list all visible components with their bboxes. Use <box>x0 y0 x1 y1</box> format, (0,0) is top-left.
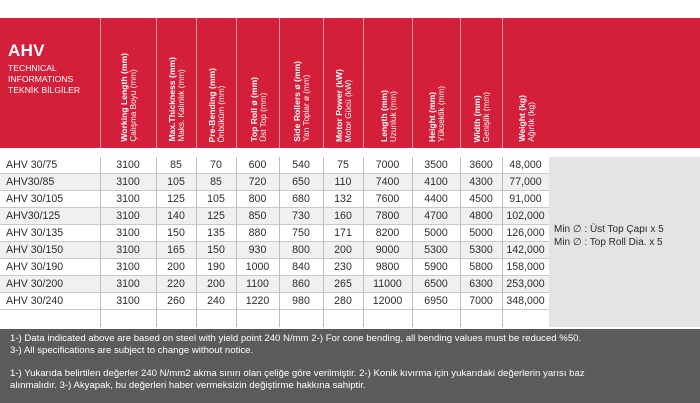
cell-length: 8200 <box>375 227 400 239</box>
footer-notes <box>0 329 700 403</box>
column-header-max-thickness: Max.Thickness (mm) Maks. Kalınlık (mm) <box>156 18 197 148</box>
cell-pre-bending: 85 <box>210 176 222 188</box>
cell-max-thickness: 140 <box>167 210 185 222</box>
cell-side-rollers: 650 <box>292 176 310 188</box>
cell-pre-bending: 125 <box>207 210 225 222</box>
brand-line-2: INFORMATIONS <box>8 74 74 84</box>
cell-side-rollers: 730 <box>292 210 310 222</box>
cell-length: 11000 <box>373 278 402 290</box>
cell-top-roll: 1220 <box>245 295 270 307</box>
cell-width: 4300 <box>469 176 493 188</box>
cell-max-thickness: 220 <box>167 278 185 290</box>
cell-pre-bending: 105 <box>207 193 225 205</box>
cell-weight: 77,000 <box>509 176 542 188</box>
cell-width: 3600 <box>469 159 493 171</box>
cell-top-roll: 850 <box>248 210 267 222</box>
cell-top-roll: 800 <box>248 193 267 205</box>
spec-table-body <box>0 157 549 310</box>
cell-working-length: 3100 <box>116 295 140 307</box>
column-header-motor-power: Motor Power (kW) Motor Gücü (kW) <box>323 18 364 148</box>
cell-pre-bending: 135 <box>207 227 225 239</box>
cell-max-thickness: 125 <box>167 193 185 205</box>
cell-side-rollers: 540 <box>292 159 310 171</box>
cell-motor-power: 230 <box>334 261 352 273</box>
cell-top-roll: 880 <box>248 227 267 239</box>
cell-max-thickness: 165 <box>167 244 185 256</box>
table-row <box>0 157 549 174</box>
column-header-pre-bending: Pre-Bending (mm) Önbüküm (mm) <box>196 18 237 148</box>
cell-width: 6300 <box>469 278 493 290</box>
footer-note-tr-2: alınmalıdır. 3-) Akyapak, bu değerleri haber vermeksizin değiştirme hakkına sahiptir. <box>10 380 366 391</box>
cell-length: 7800 <box>375 210 400 222</box>
table-row <box>0 259 549 276</box>
model-title: AHV <box>8 41 45 60</box>
cell-top-roll: 1000 <box>245 261 270 273</box>
cell-model: AHV30/85 <box>6 176 55 188</box>
cell-motor-power: 171 <box>334 227 352 239</box>
table-row <box>0 293 549 310</box>
brand-block <box>8 42 100 96</box>
cell-max-thickness: 85 <box>170 159 182 171</box>
cell-side-rollers: 840 <box>292 261 310 273</box>
cell-top-roll: 720 <box>248 176 267 188</box>
cell-model: AHV 30/200 <box>6 278 64 290</box>
cell-height: 6500 <box>424 278 448 290</box>
min-diameter-note <box>549 157 700 327</box>
column-header-top-roll: Top Roll ø (mm) Üst Top (mm) <box>236 18 280 148</box>
cell-side-rollers: 860 <box>292 278 310 290</box>
cell-top-roll: 930 <box>248 244 267 256</box>
cell-max-thickness: 105 <box>167 176 185 188</box>
cell-width: 5000 <box>469 227 493 239</box>
cell-model: AHV 30/240 <box>6 295 64 307</box>
cell-weight: 102,000 <box>506 210 545 222</box>
cell-max-thickness: 260 <box>167 295 185 307</box>
table-row <box>0 225 549 242</box>
cell-max-thickness: 200 <box>167 261 185 273</box>
cell-length: 9800 <box>375 261 400 273</box>
cell-motor-power: 265 <box>334 278 352 290</box>
cell-length: 12000 <box>372 295 403 307</box>
cell-weight: 126,000 <box>506 227 545 239</box>
footer-note-en-2: 3-) All specifications are subject to change without notice. <box>10 345 254 356</box>
cell-length: 7000 <box>375 159 400 171</box>
cell-height: 3500 <box>424 159 448 171</box>
column-header-height: Height (mm) Yükseklik (mm) <box>412 18 461 148</box>
cell-weight: 48,000 <box>509 159 542 171</box>
column-header-width: Width (mm) Genişlik (mm) <box>460 18 503 148</box>
table-row <box>0 191 549 208</box>
cell-side-rollers: 750 <box>292 227 310 239</box>
cell-model: AHV30/125 <box>6 210 61 222</box>
cell-pre-bending: 240 <box>207 295 225 307</box>
column-header-working-length: Working Length (mm) Çalışma Boyu (mm) <box>100 18 157 148</box>
column-header-length: Length (mm) Uzunluk (mm) <box>363 18 413 148</box>
table-header <box>0 18 700 148</box>
cell-side-rollers: 680 <box>292 193 310 205</box>
footer-note-tr-1: 1-) Yukarıda belirtilen değerler 240 N/mm2 akma sınırı olan çeliğe göre verilmiştir. 2-) Konik kıvırma için yukarıdaki değerlerin yarısı baz <box>10 368 585 379</box>
cell-width: 4800 <box>469 210 493 222</box>
cell-top-roll: 1100 <box>246 278 269 290</box>
cell-working-length: 3100 <box>116 193 140 205</box>
column-header-weight: Weight (kg) Ağırlık (kg) <box>502 18 550 148</box>
cell-width: 7000 <box>469 295 493 307</box>
cell-working-length: 3100 <box>116 278 140 290</box>
brand-line-1: TECHNICAL <box>8 63 57 73</box>
cell-side-rollers: 800 <box>292 244 310 256</box>
cell-width: 4500 <box>469 193 493 205</box>
cell-height: 5900 <box>424 261 448 273</box>
brand-line-3: TEKNİK BİLGİLER <box>8 85 81 95</box>
cell-model: AHV 30/135 <box>6 227 64 239</box>
cell-working-length: 3100 <box>116 244 140 256</box>
cell-height: 5000 <box>424 227 448 239</box>
cell-top-roll: 600 <box>248 159 267 171</box>
cell-width: 5800 <box>469 261 493 273</box>
cell-working-length: 3100 <box>116 176 140 188</box>
cell-height: 4100 <box>424 176 448 188</box>
cell-width: 5300 <box>469 244 493 256</box>
cell-side-rollers: 980 <box>292 295 310 307</box>
cell-motor-power: 75 <box>337 159 349 171</box>
cell-model: AHV 30/190 <box>6 261 64 273</box>
cell-model: AHV 30/150 <box>6 244 64 256</box>
table-row <box>0 242 549 259</box>
cell-height: 4700 <box>424 210 448 222</box>
cell-weight: 253,000 <box>506 278 545 290</box>
column-header-side-rollers: Side Rollers ø (mm) Yan Toplar ø (mm) <box>279 18 324 148</box>
cell-length: 7600 <box>375 193 400 205</box>
cell-pre-bending: 70 <box>210 159 222 171</box>
cell-pre-bending: 150 <box>207 244 225 256</box>
cell-length: 9000 <box>375 244 400 256</box>
cell-model: AHV 30/105 <box>6 193 64 205</box>
table-row <box>0 208 549 225</box>
cell-weight: 348,000 <box>506 295 545 307</box>
cell-motor-power: 280 <box>334 295 352 307</box>
table-row <box>0 276 549 293</box>
min-diameter-note-en: Min ∅ : Top Roll Dia. x 5 <box>554 237 663 248</box>
cell-weight: 142,000 <box>506 244 545 256</box>
cell-height: 5300 <box>424 244 448 256</box>
cell-pre-bending: 200 <box>207 278 225 290</box>
cell-motor-power: 160 <box>334 210 352 222</box>
min-diameter-note-tr: Min ∅ : Üst Top Çapı x 5 <box>554 224 664 235</box>
cell-working-length: 3100 <box>116 227 140 239</box>
cell-length: 7400 <box>375 176 400 188</box>
cell-motor-power: 110 <box>334 176 352 188</box>
cell-working-length: 3100 <box>116 159 140 171</box>
cell-max-thickness: 150 <box>167 227 185 239</box>
cell-model: AHV 30/75 <box>6 159 58 171</box>
cell-pre-bending: 190 <box>207 261 225 273</box>
footer-note-en-1: 1-) Data indicated above are based on steel with yield point 240 N/mm 2-) For cone bending, all bending values must be reduced %50. <box>10 333 582 344</box>
cell-working-length: 3100 <box>116 261 140 273</box>
cell-working-length: 3100 <box>116 210 140 222</box>
table-row <box>0 174 549 191</box>
cell-height: 6950 <box>424 295 448 307</box>
cell-motor-power: 200 <box>334 244 352 256</box>
cell-motor-power: 132 <box>334 193 352 205</box>
cell-weight: 158,000 <box>506 261 545 273</box>
cell-weight: 91,000 <box>509 193 542 205</box>
cell-height: 4400 <box>424 193 448 205</box>
